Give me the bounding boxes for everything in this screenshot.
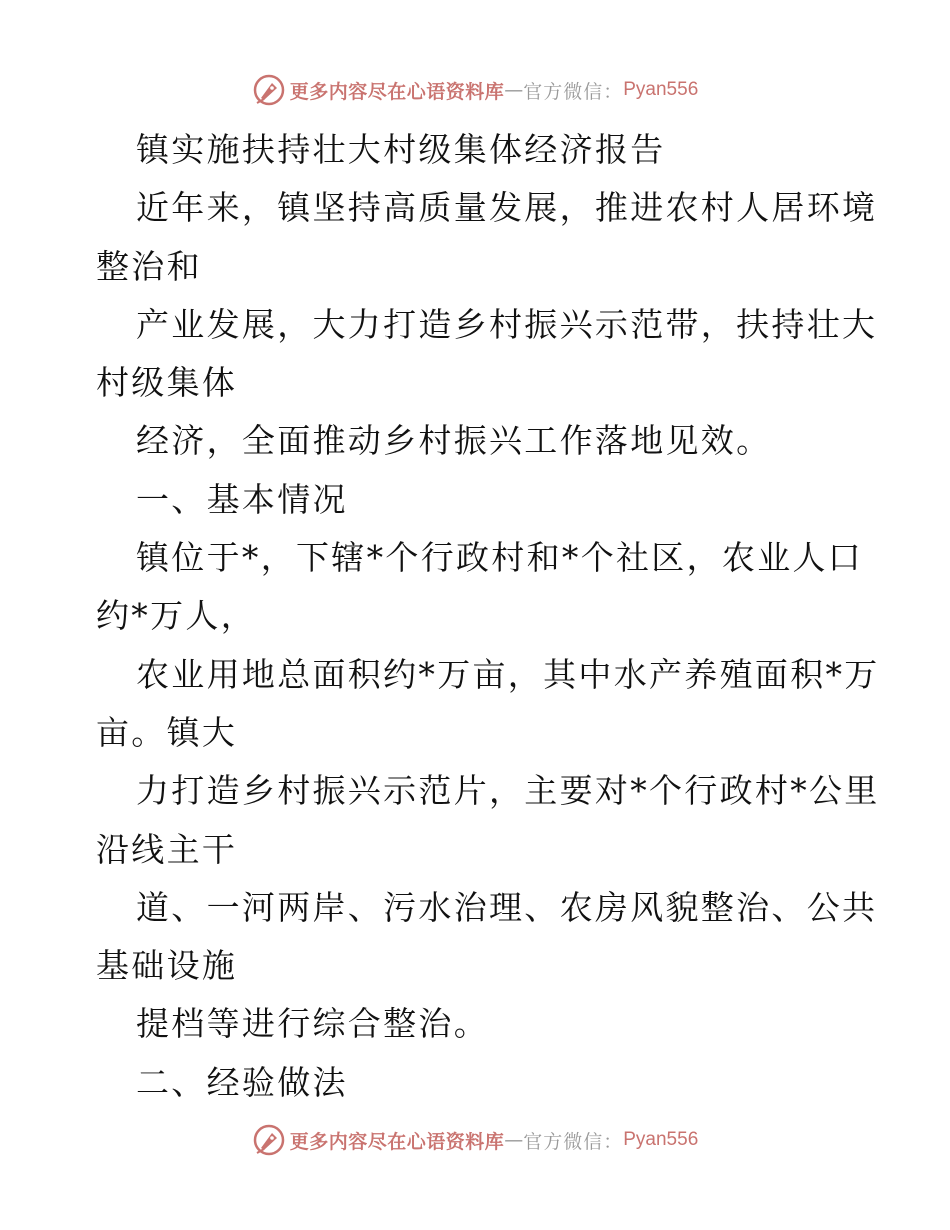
paragraph-line: 村级集体 [96, 363, 238, 403]
paragraph-line: 提档等进行综合整治。 [136, 1004, 489, 1044]
watermark-label: 官方微信： [523, 1130, 624, 1153]
paragraph-line: 力打造乡村振兴示范片，主要对*个行政村*公里 [136, 771, 880, 811]
watermark-banner-top [0, 70, 950, 110]
watermark-separator: — [504, 79, 524, 101]
paragraph-line: 产业发展，大力打造乡村振兴示范带，扶持壮大 [136, 304, 878, 344]
watermark-label: 官方微信： [523, 80, 624, 103]
paragraph-line: 约*万人， [96, 596, 256, 636]
paragraph-line: 道、一河两岸、污水治理、农房风貌整治、公共 [136, 887, 878, 927]
watermark-main-text: 更多内容尽在心语资料库 [289, 80, 505, 103]
paragraph-line: 经济，全面推动乡村振兴工作落地见效。 [136, 421, 772, 461]
section-heading: 二、经验做法 [136, 1062, 348, 1102]
pen-nib-logo-icon [252, 1123, 286, 1157]
paragraph-line: 整治和 [96, 246, 202, 286]
watermark-wechat-id: Pyan556 [623, 1129, 699, 1150]
pen-nib-logo-icon [252, 73, 286, 107]
watermark-banner-bottom [0, 1120, 950, 1160]
section-heading: 一、基本情况 [136, 479, 348, 519]
watermark-wechat-id: Pyan556 [623, 79, 699, 100]
watermark-separator: — [504, 1129, 524, 1151]
paragraph-line: 基础设施 [96, 946, 238, 986]
watermark-main-text: 更多内容尽在心语资料库 [289, 1130, 505, 1153]
paragraph-line: 亩。镇大 [96, 712, 238, 752]
paragraph-line: 近年来，镇坚持高质量发展，推进农村人居环境 [136, 188, 878, 228]
paragraph-line: 农业用地总面积约*万亩，其中水产养殖面积*万 [136, 654, 880, 694]
document-body [96, 121, 880, 1112]
paragraph-line: 沿线主干 [96, 829, 238, 869]
paragraph-line: 镇位于*，下辖*个行政村和*个社区，农业人口 [136, 538, 864, 578]
document-title: 镇实施扶持壮大村级集体经济报告 [136, 130, 666, 169]
